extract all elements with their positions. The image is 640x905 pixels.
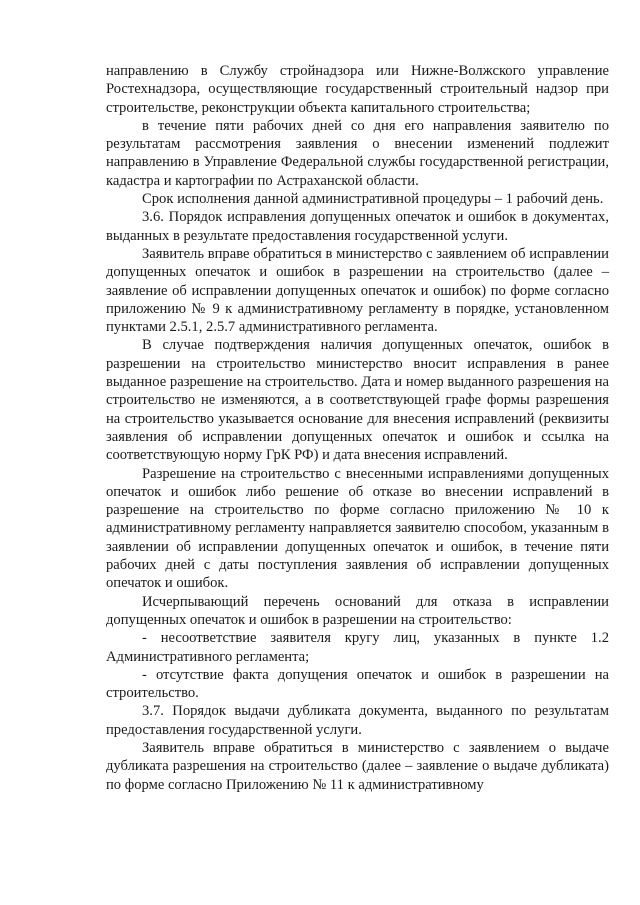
section-heading-3-7: 3.7. Порядок выдачи дубликата документа, выданного по результатам предоставления государственной услуги. (106, 703, 609, 738)
paragraph-refusal-grounds: Исчерпывающий перечень оснований для отказа в исправлении допущенных опечаток и ошибок в разрешении на строительство: (106, 593, 609, 628)
paragraph-confirmation: В случае подтверждения наличия допущенных опечаток, ошибок в разрешении на строительство министерство вносит исправления в ранее выданное разрешение на строительство. Дата и номер выданного разрешения на строительство не изменяются, а в соответствующей графе формы разрешения на строительство указывается основание для внесения исправлений (реквизиты заявления об исправлении допущенных опечаток и ошибок и ссылка на соответствующую норму ГрК РФ) и дата внесения исправлений. (106, 337, 609, 464)
list-item-no-errors: - отсутствие факта допущения опечаток и ошибок в разрешении на строительство. (106, 666, 609, 702)
paragraph-continuation: направлению в Службу стройнадзора или Нижне-Волжского управление Ростехнадзора, осуществляющие государственный строительный надзор при строительстве, реконструкции объекта капитального строительства; (106, 63, 609, 116)
list-item-mismatch: - несоответствие заявителя кругу лиц, указанных в пункте 1.2 Административного регламента; (106, 630, 609, 665)
paragraph-duplicate: Заявитель вправе обратиться в министерство с заявлением о выдаче дубликата разрешения на строительство (далее – заявление о выдаче дубликата) по форме согласно Приложению № 11 к административному (106, 739, 609, 793)
document-body (106, 62, 609, 794)
section-heading-3-6: 3.6. Порядок исправления допущенных опечаток и ошибок в документах, выданных в результате предоставления государственной услуги. (106, 209, 609, 244)
paragraph-deadline: Срок исполнения данной административной процедуры – 1 рабочий день. (142, 191, 604, 208)
paragraph-permit-corrections: Разрешение на строительство с внесенными исправлениями допущенных опечаток и ошибок либо решение об отказе во внесении исправлений в разрешение на строительство по форме согласно приложению № 10 к административному регламенту направляется заявителю способом, указанным в заявлении об исправлении допущенных опечаток и ошибок, в течение пяти рабочих дней с даты поступления заявления об исправлении допущенных опечаток и ошибок. (106, 465, 609, 592)
paragraph-applicant-right: Заявитель вправе обратиться в министерство с заявлением об исправлении допущенных опечаток и ошибок в разрешении на строительство (далее – заявление об исправлении допущенных опечаток и ошибок) по форме согласно приложению № 9 к административному регламенту в порядке, установленном пунктами 2.5.1, 2.5.7 административного регламента. (106, 245, 609, 336)
paragraph-five-days: в течение пяти рабочих дней со дня его направления заявителю по результатам рассмотрения заявления о внесении изменений подлежит направлению в Управление Федеральной службы государственной регистрации, кадастра и картографии по Астраханской области. (106, 117, 609, 189)
